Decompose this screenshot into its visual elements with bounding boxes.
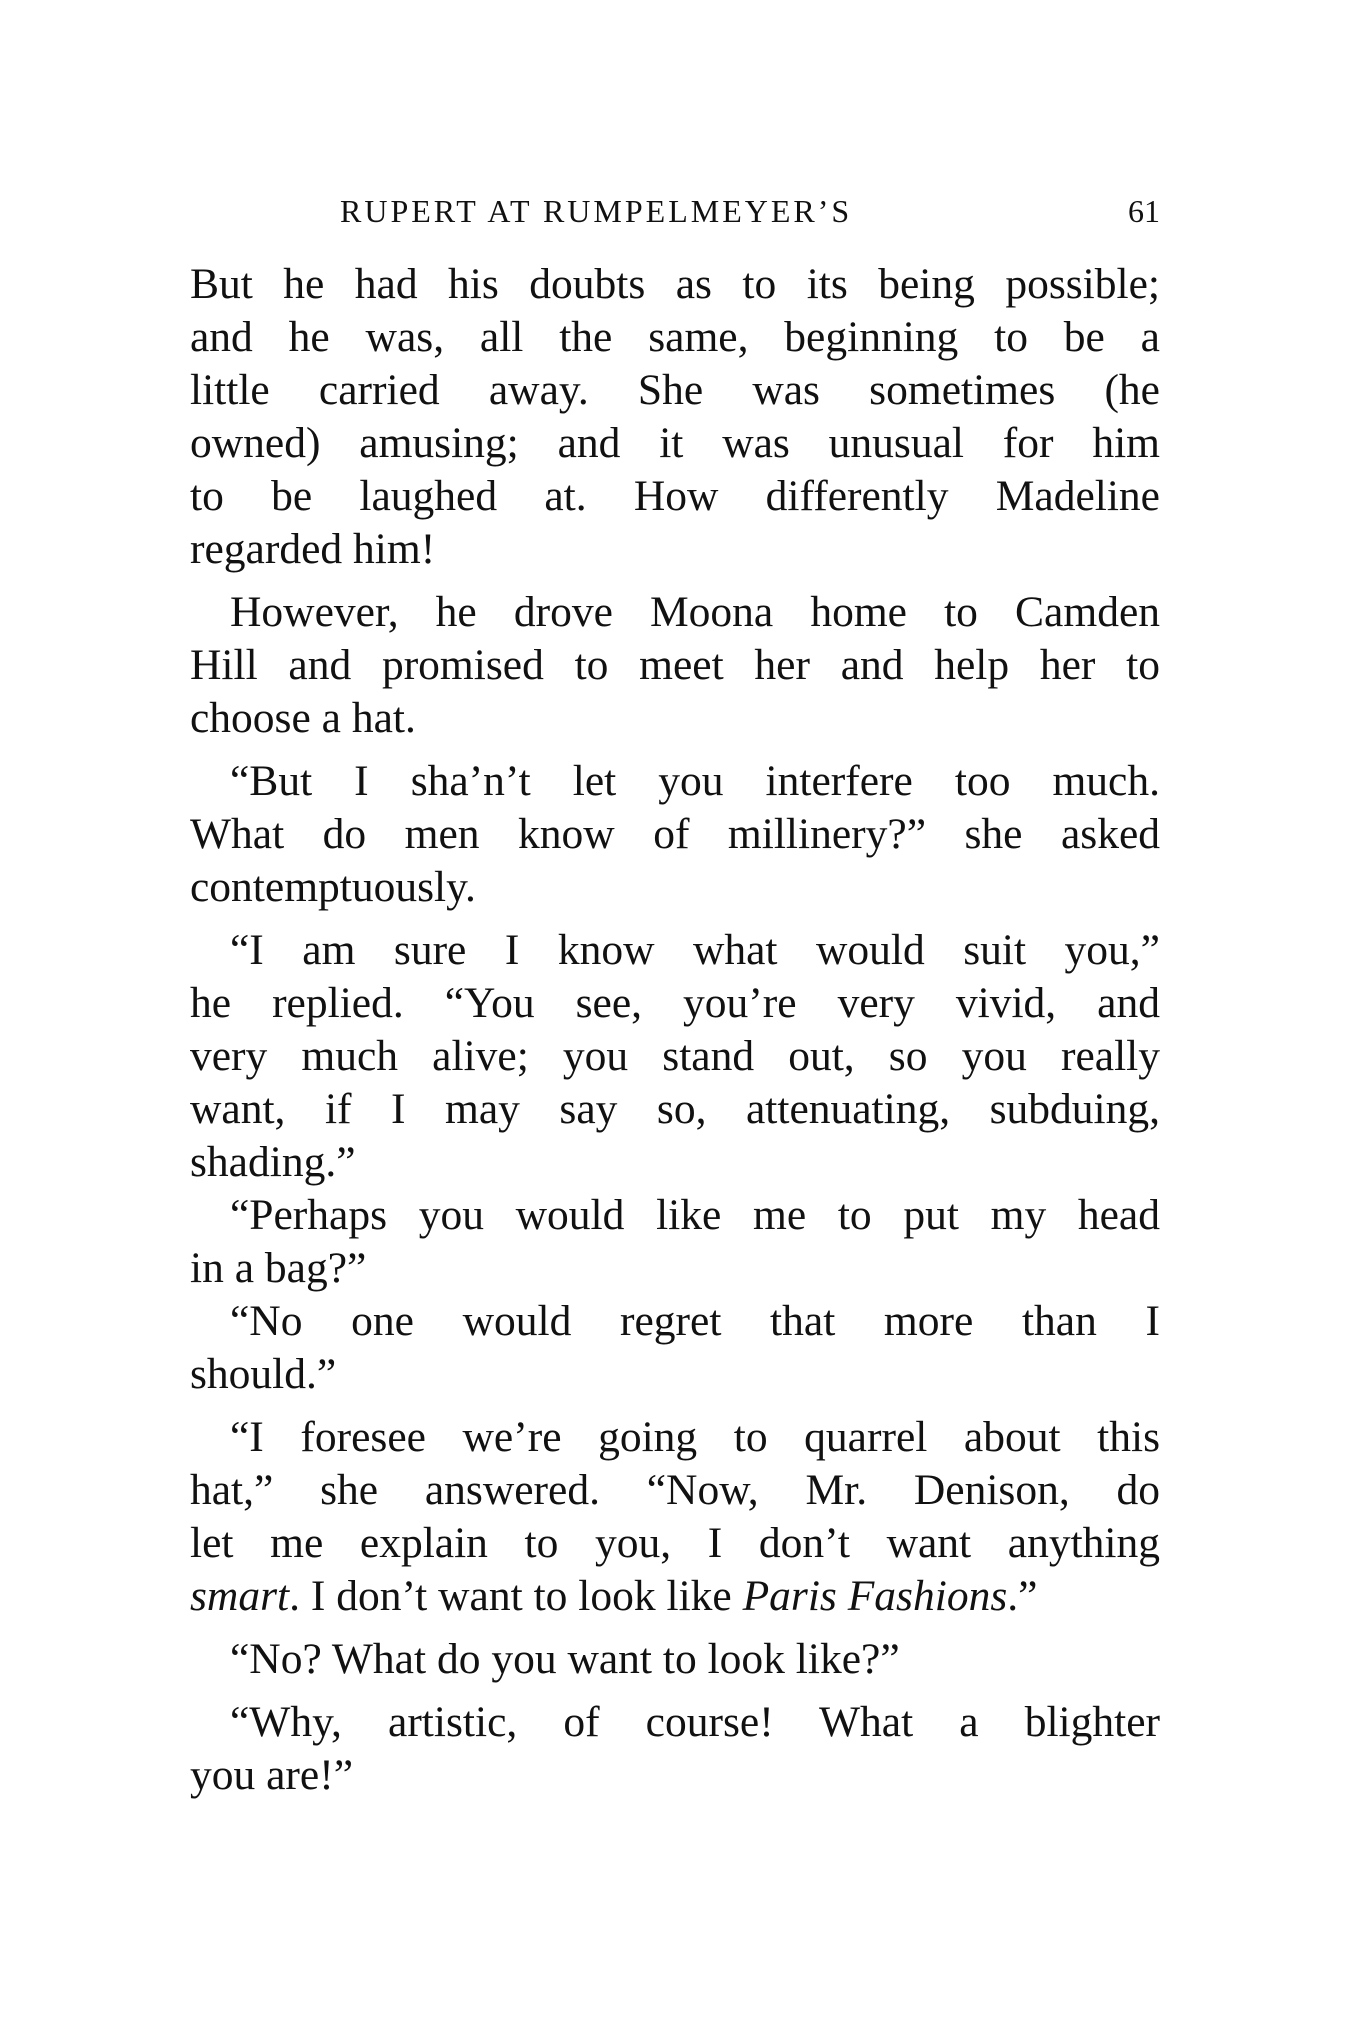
text-line: owned) amusing; and it was unusual for him	[190, 419, 1160, 467]
paragraph	[190, 258, 1160, 576]
text-line: want, if I may say so, attenuating, subduing,	[190, 1085, 1160, 1133]
text-line: little carried away. She was sometimes (he	[190, 366, 1160, 414]
text-line: But he had his doubts as to its being possible;	[190, 260, 1160, 308]
text-fragment: . I don’t want to look like	[289, 1572, 743, 1620]
text-line: very much alive; you stand out, so you really	[190, 1032, 1160, 1080]
text-line: in a bag?”	[190, 1244, 367, 1292]
text-line: “No? What do you want to look like?”	[230, 1635, 900, 1683]
text-line: and he was, all the same, beginning to be a	[190, 313, 1160, 361]
text-line-mixed	[190, 1570, 1160, 1623]
paragraph	[190, 924, 1160, 1189]
text-line: Hill and promised to meet her and help her to	[190, 641, 1160, 689]
page-header	[190, 193, 1160, 243]
paragraph	[190, 1633, 1160, 1686]
text-line: shading.”	[190, 1138, 356, 1186]
text-line: you are!”	[190, 1751, 354, 1799]
italic-title: Paris Fashions	[742, 1572, 1008, 1620]
paragraph	[190, 1696, 1160, 1802]
text-line: However, he drove Moona home to Camden	[230, 588, 1160, 636]
text-line: What do men know of millinery?” she asked	[190, 810, 1160, 858]
text-line: “But I sha’n’t let you interfere too much.	[230, 757, 1160, 805]
text-line: “I am sure I know what would suit you,”	[230, 926, 1160, 974]
italic-word: smart	[190, 1572, 290, 1620]
text-line: to be laughed at. How differently Madeline	[190, 472, 1160, 520]
page-number: 61	[1128, 193, 1160, 229]
text-line: “No one would regret that more than I	[230, 1297, 1160, 1345]
text-line: “Why, artistic, of course! What a blighter	[230, 1698, 1160, 1746]
text-line: let me explain to you, I don’t want anything	[190, 1519, 1160, 1567]
paragraph	[190, 1411, 1160, 1623]
text-line: should.”	[190, 1350, 337, 1398]
running-title: RUPERT AT RUMPELMEYER’S	[340, 193, 853, 229]
body-text	[190, 258, 1160, 1812]
paragraph	[190, 755, 1160, 914]
text-line: regarded him!	[190, 525, 436, 573]
text-line: hat,” she answered. “Now, Mr. Denison, do	[190, 1466, 1160, 1514]
text-line: choose a hat.	[190, 694, 416, 742]
text-fragment: .”	[1007, 1572, 1038, 1620]
text-line: he replied. “You see, you’re very vivid, and	[190, 979, 1160, 1027]
paragraph	[190, 586, 1160, 745]
paragraph	[190, 1189, 1160, 1295]
text-line: “I foresee we’re going to quarrel about this	[230, 1413, 1160, 1461]
paragraph	[190, 1295, 1160, 1401]
text-line: contemptuously.	[190, 863, 476, 911]
text-line: “Perhaps you would like me to put my head	[230, 1191, 1160, 1239]
